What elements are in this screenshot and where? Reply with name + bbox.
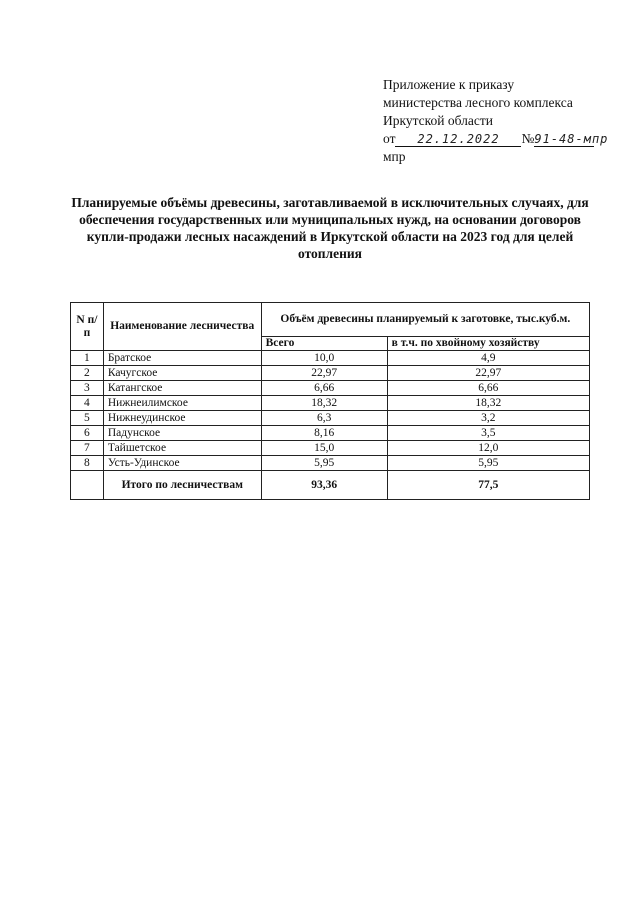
forestry-name: Усть-Удинское bbox=[103, 456, 261, 471]
volume-coniferous: 18,32 bbox=[387, 396, 589, 411]
volume-coniferous: 6,66 bbox=[387, 381, 589, 396]
table-row bbox=[71, 411, 590, 426]
forestry-name: Нижнеилимское bbox=[103, 396, 261, 411]
row-number: 1 bbox=[71, 351, 104, 366]
appendix-line-1: Приложение к приказу bbox=[383, 77, 515, 92]
document-title: Планируемые объёмы древесины, заготавливаемой в исключительных случаях, для обеспечения государственных или муниципальных нужд, на основании договоров купли-продажи лесных насаждений в Иркутской области на 2023 год для целей отопления bbox=[71, 195, 589, 261]
volume-coniferous: 12,0 bbox=[387, 441, 589, 456]
order-number: 91-48-мпр bbox=[534, 132, 609, 146]
table-row bbox=[71, 396, 590, 411]
appendix-header bbox=[383, 76, 623, 166]
row-number: 7 bbox=[71, 441, 104, 456]
from-prefix: от bbox=[383, 131, 396, 146]
table-row bbox=[71, 441, 590, 456]
appendix-suffix: мпр bbox=[383, 149, 406, 164]
totals-volume-coniferous: 77,5 bbox=[387, 471, 589, 500]
volume-total: 15,0 bbox=[261, 441, 387, 456]
volume-coniferous: 4,9 bbox=[387, 351, 589, 366]
table-row bbox=[71, 366, 590, 381]
volume-total: 8,16 bbox=[261, 426, 387, 441]
volume-total: 10,0 bbox=[261, 351, 387, 366]
appendix-line-2: министерства лесного комплекса bbox=[383, 95, 573, 110]
row-number: 2 bbox=[71, 366, 104, 381]
header-num: N п/п bbox=[71, 303, 104, 351]
appendix-line-3: Иркутской области bbox=[383, 113, 494, 128]
volume-coniferous: 3,2 bbox=[387, 411, 589, 426]
order-date: 22.12.2022 bbox=[395, 132, 521, 147]
header-volume: Объём древесины планируемый к заготовке, тыс.куб.м. bbox=[261, 303, 589, 337]
volume-total: 6,3 bbox=[261, 411, 387, 426]
volume-coniferous: 5,95 bbox=[387, 456, 589, 471]
table-row bbox=[71, 381, 590, 396]
volume-coniferous: 22,97 bbox=[387, 366, 589, 381]
totals-empty-cell bbox=[71, 471, 104, 500]
forestry-name: Братское bbox=[103, 351, 261, 366]
forestry-name: Катангское bbox=[103, 381, 261, 396]
forestry-name: Тайшетское bbox=[103, 441, 261, 456]
table-row bbox=[71, 351, 590, 366]
row-number: 6 bbox=[71, 426, 104, 441]
forestry-name: Нижнеудинское bbox=[103, 411, 261, 426]
row-number: 3 bbox=[71, 381, 104, 396]
volumes-table bbox=[70, 302, 590, 500]
row-number: 8 bbox=[71, 456, 104, 471]
row-number: 5 bbox=[71, 411, 104, 426]
header-coniferous: в т.ч. по хвойному хозяйству bbox=[387, 337, 589, 351]
number-prefix: № bbox=[521, 131, 535, 146]
volume-total: 6,66 bbox=[261, 381, 387, 396]
header-total: Всего bbox=[261, 337, 387, 351]
header-name: Наименование лесничества bbox=[103, 303, 261, 351]
row-number: 4 bbox=[71, 396, 104, 411]
forestry-name: Падунское bbox=[103, 426, 261, 441]
totals-volume-total: 93,36 bbox=[261, 471, 387, 500]
volume-total: 5,95 bbox=[261, 456, 387, 471]
volume-total: 18,32 bbox=[261, 396, 387, 411]
forestry-name: Качугское bbox=[103, 366, 261, 381]
table-row bbox=[71, 456, 590, 471]
table-row bbox=[71, 426, 590, 441]
totals-row bbox=[71, 471, 590, 500]
totals-label: Итого по лесничествам bbox=[103, 471, 261, 500]
appendix-order-line bbox=[383, 130, 623, 148]
volume-coniferous: 3,5 bbox=[387, 426, 589, 441]
volume-total: 22,97 bbox=[261, 366, 387, 381]
